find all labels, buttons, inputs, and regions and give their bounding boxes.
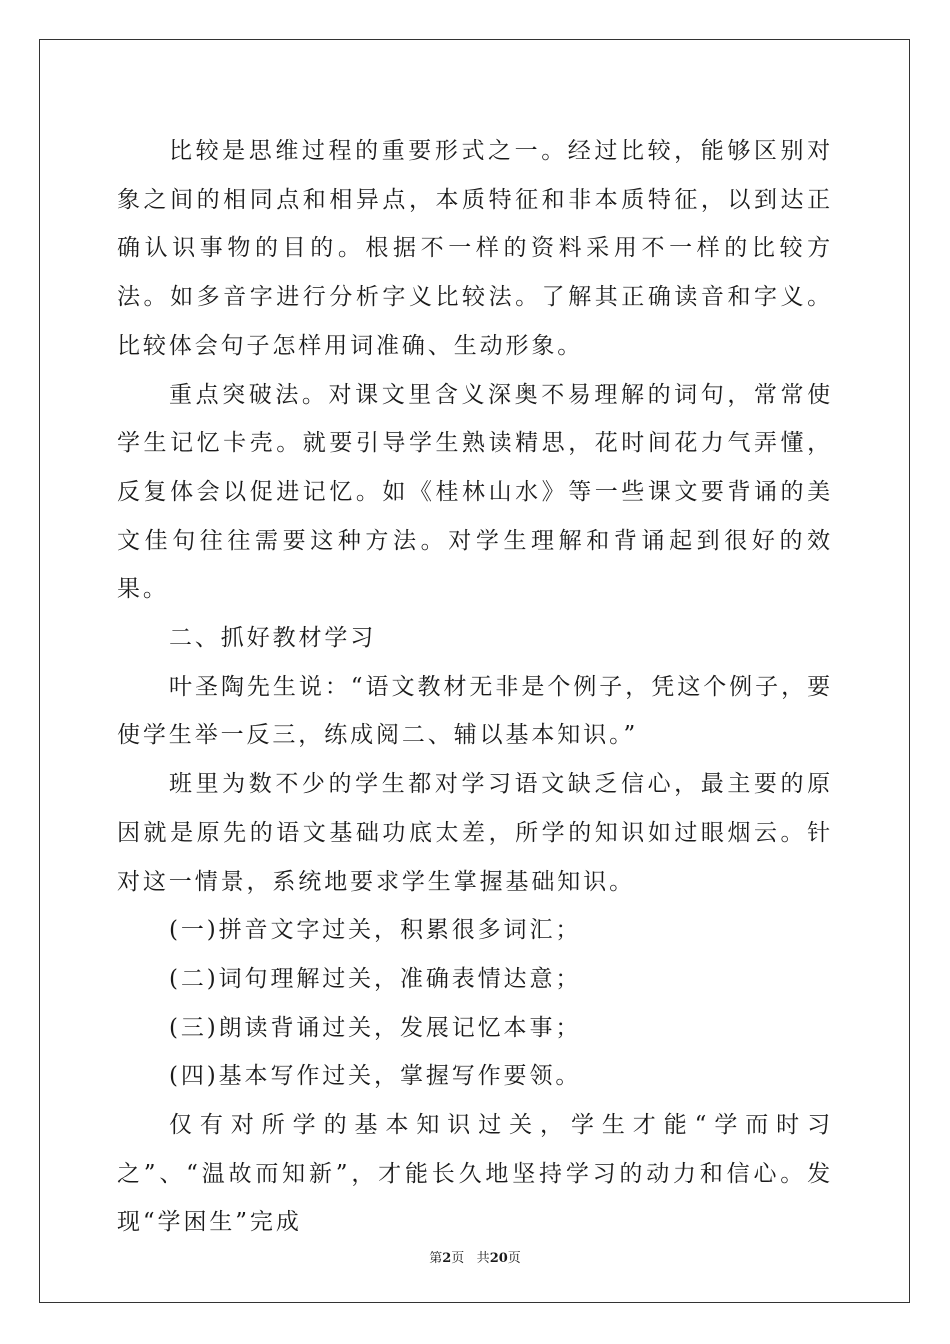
list-item-1: (一)拼音文字过关，积累很多词汇； <box>169 917 582 944</box>
footer-page-suffix: 页 <box>451 1251 465 1266</box>
section-heading: 二、抓好教材学习 <box>169 625 377 652</box>
paragraph-comparison-method: 比较是思维过程的重要形式之一。经过比较，能够区别对象之间的相同点和相异点，本质特征和非本质特征，以到达正确认识事物的目的。根据不一样的资料采用不一样的比较方法。如多音字进行分析字义比较法。了解其正确读音和字义。比较体会句子怎样用词准确、生动形象。 <box>117 138 833 359</box>
footer-total-suffix: 页 <box>507 1251 521 1266</box>
paragraph-key-breakthrough: 重点突破法。对课文里含义深奥不易理解的词句，常常使学生记忆卡壳。就要引导学生熟读精思，花时间花力气弄懂，反复体会以促进记忆。如《桂林山水》等一些课文要背诵的美文佳句往往需要这种方法。对学生理解和背诵起到很好的效果。 <box>117 381 833 603</box>
list-item-2: (二)词句理解过关，准确表情达意； <box>169 965 582 992</box>
paragraph-basic-knowledge: 班里为数不少的学生都对学习语文缺乏信心，最主要的原因就是原先的语文基础功底太差，所学的知识如过眼烟云。针对这一情景，系统地要求学生掌握基础知识。 <box>117 771 833 895</box>
footer-page-prefix: 第 <box>429 1251 443 1266</box>
paragraph-conclusion: 仅有对所学的基本知识过关，学生才能“学而时习之”、“温故而知新”，才能长久地坚持学习的动力和信心。发现“学困生”完成 <box>117 1112 833 1236</box>
document-body <box>117 127 833 1247</box>
list-item-3: (三)朗读背诵过关，发展记忆本事； <box>169 1014 582 1041</box>
footer-page-number: 2 <box>442 1251 452 1266</box>
page-footer <box>0 1247 950 1266</box>
list-item-4: (四)基本写作过关，掌握写作要领。 <box>169 1063 582 1090</box>
footer-total-prefix: 共 <box>476 1251 490 1266</box>
footer-total-pages: 20 <box>489 1251 508 1266</box>
paragraph-quote: 叶圣陶先生说：“语文教材无非是个例子，凭这个例子，要使学生举一反三，练成阅二、辅以基本知识。” <box>117 673 833 749</box>
